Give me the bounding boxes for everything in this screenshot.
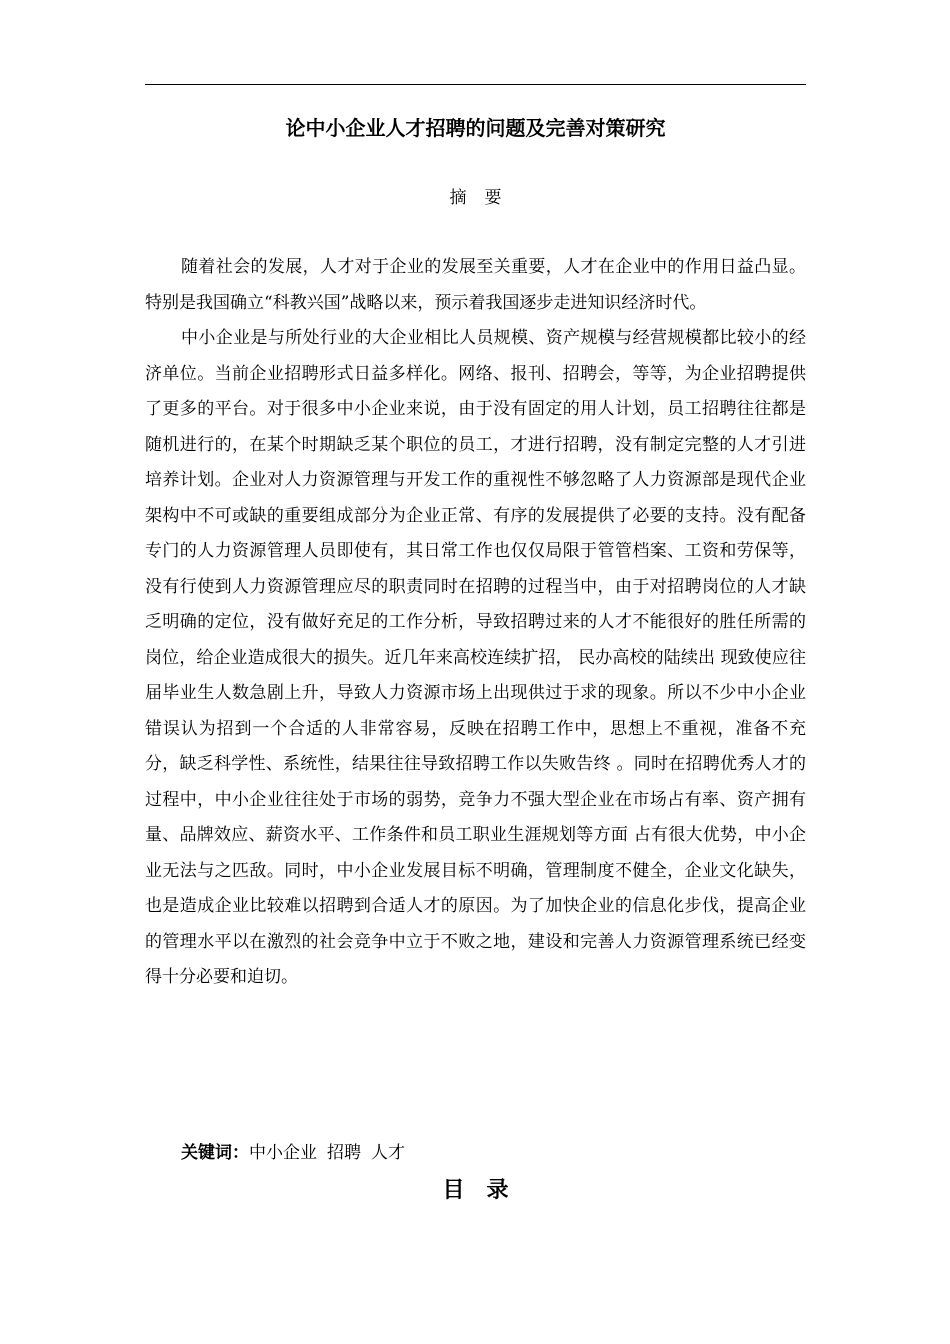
toc-heading: 目录	[442, 1177, 531, 1203]
keywords-line	[181, 1140, 415, 1166]
abstract-paragraph-2: 中小企业是与所处行业的大企业相比人员规模、资产规模与经营规模都比较小的经济单位。当前企业招聘形式日益多样化。网络、报刊、招聘会，等等，为企业招聘提供了更多的平台。对于很多中小企业来说，由于没有固定的用人计划，员工招聘往往都是随机进行的，在某个时期缺乏某个职位的员工，才进行招聘，没有制定完整的人才引进培养计划。企业对人力资源管理与开发工作的重视性不够忽略了人力资源部是现代企业架构中不可或缺的重要组成部分为企业正常、有序的发展提供了必要的支持。没有配备专门的人力资源管理人员即使有，其日常工作也仅仅局限于管管档案、工资和劳保等，没有行使到人力资源管理应尽的职责同时在招聘的过程当中，由于对招聘岗位的人才缺乏明确的定位，没有做好充足的工作分析，导致招聘过来的人才不能很好的胜任所需的岗位，给企业造成很大的损失。近几年来高校连续扩招， 民办高校的陆续出 现致使应往届毕业生人数急剧上升，导致人力资源市场上出现供过于求的现象。所以不少中小企业错误认为招到一个合适的人非常容易，反映在招聘工作中，思想上不重视，准备不充分，缺乏科学性、系统性，结果往往导致招聘工作以失败告终 。同时在招聘优秀人才的过程中，中小企业往往处于市场的弱势，竞争力不强大型企业在市场占有率、资产拥有量、品牌效应、薪资水平、工作条件和员工职业生涯规划等方面 占有很大优势，中小企业无法与之匹敌。同时，中小企业发展目标不明确，管理制度不健全，企业文化缺失，也是造成企业比较难以招聘到合适人才的原因。为了加快企业的信息化步伐，提高企业的管理水平以在激烈的社会竞争中立于不败之地，建设和完善人力资源管理系统已经变得十分必要和迫切。	[145, 328, 806, 987]
keyword-item: 人才	[371, 1143, 405, 1163]
keyword-item: 中小企业	[249, 1143, 317, 1163]
keywords-label: 关键词：	[181, 1143, 249, 1163]
document-title: 论中小企业人才招聘的问题及完善对策研究	[285, 116, 666, 140]
abstract-paragraph-1: 随着社会的发展，人才对于企业的发展至关重要，人才在企业中的作用日益凸显。特别是我国确立“科教兴国”战略以来，预示着我国逐步走进知识经济时代。	[145, 257, 806, 313]
abstract-heading: 摘要	[449, 188, 520, 208]
header-rule	[145, 84, 806, 85]
keyword-item: 招聘	[327, 1143, 361, 1163]
abstract-body	[145, 250, 806, 996]
